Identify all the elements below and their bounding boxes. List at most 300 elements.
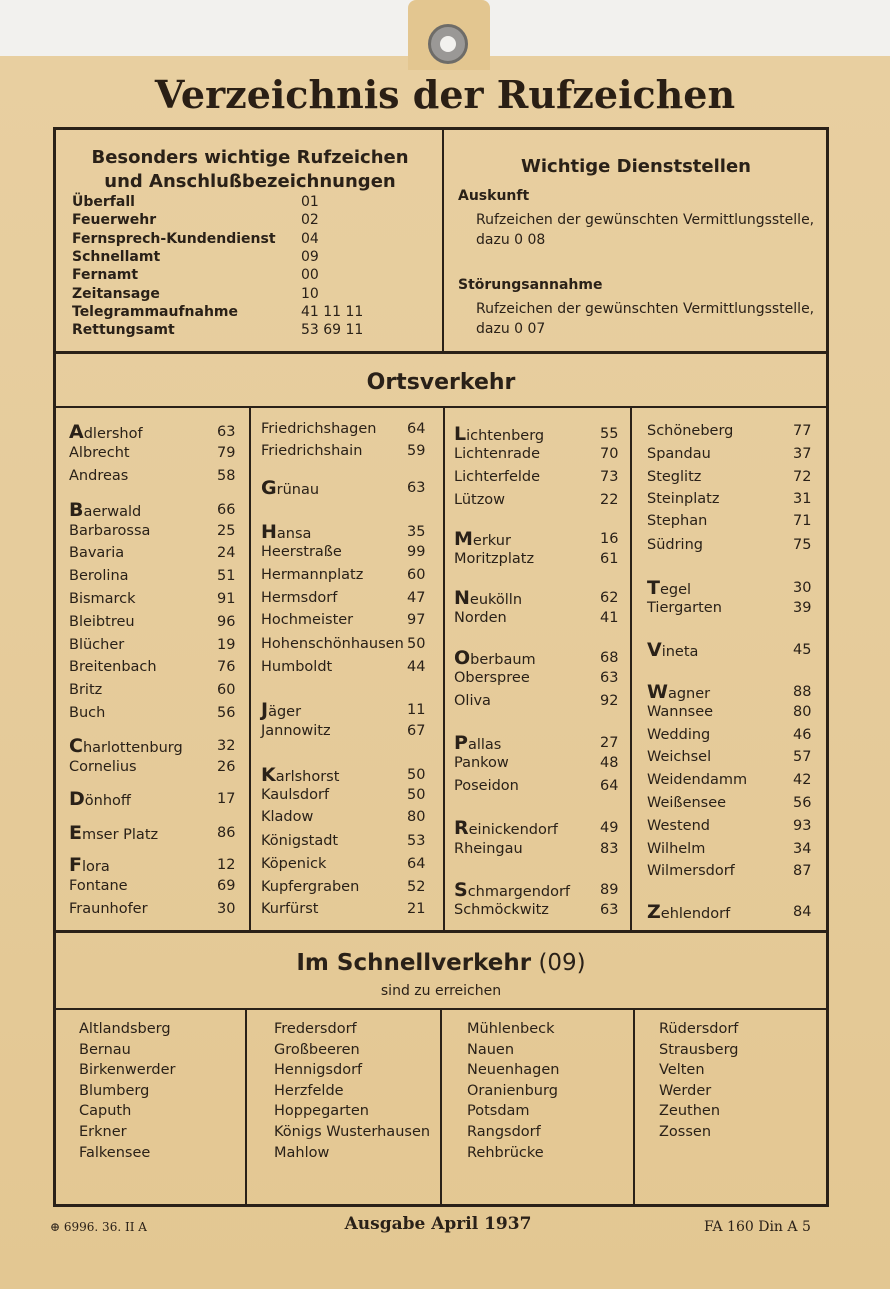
express-town: Potsdam: [467, 1103, 530, 1120]
exchange-row: [647, 491, 819, 511]
special-label: Überfall: [72, 194, 135, 210]
exchange-name: Moritzplatz: [454, 551, 535, 567]
stoerung-label: Störungsannahme: [458, 277, 603, 293]
exchange-code: 68: [600, 650, 619, 666]
exchange-name: [261, 521, 312, 543]
exchange-code: 60: [217, 682, 236, 698]
exchange-code: 26: [217, 759, 236, 775]
exchange-name: Pankow: [454, 755, 509, 771]
exchange-initial: W: [647, 681, 668, 703]
exchange-row: [647, 469, 819, 489]
exchange-code: 16: [600, 531, 619, 547]
exchange-name: [69, 788, 131, 810]
exchange-initial: P: [454, 732, 468, 754]
exchange-row: [261, 764, 433, 784]
exchange-name: Humboldt: [261, 659, 333, 675]
divider-col2: [443, 408, 445, 931]
exchange-row: [261, 590, 433, 610]
exchange-initial: S: [454, 879, 468, 901]
exchange-code: 44: [407, 659, 426, 675]
exchange-name: [454, 732, 502, 754]
exchange-initial: G: [261, 477, 277, 499]
exchange-initial: Z: [647, 901, 661, 923]
special-row: [72, 249, 372, 267]
exchange-initial: L: [454, 423, 467, 445]
exchange-row: [261, 421, 433, 441]
exchange-row: [69, 788, 243, 808]
exchange-name: Barbarossa: [69, 523, 151, 539]
exchange-row: [261, 612, 433, 632]
express-town: Bernau: [79, 1041, 131, 1058]
exchange-row: [69, 822, 243, 842]
exchange-row: [647, 513, 819, 533]
exchange-code: 63: [600, 902, 619, 918]
exchange-name: Tiergarten: [647, 600, 722, 616]
exchange-code: 80: [793, 704, 812, 720]
exchange-name: [454, 879, 571, 901]
exchange-code: 31: [793, 491, 812, 507]
exchange-name: [454, 423, 545, 445]
express-town: Birkenwerder: [79, 1062, 176, 1079]
exchange-code: 97: [407, 612, 426, 628]
schnell-subheading: sind zu erreichen: [380, 983, 502, 999]
exchange-initial: M: [454, 528, 473, 550]
exchange-row: [69, 659, 243, 679]
exchange-code: 17: [217, 791, 236, 807]
exchange-row: [647, 901, 819, 921]
exchange-code: 77: [793, 423, 812, 439]
exchange-name: Kladow: [261, 809, 314, 825]
express-town: Caputh: [79, 1103, 132, 1120]
exchange-name-rest: ineta: [661, 644, 699, 660]
exchange-code: 99: [407, 544, 426, 560]
exchange-initial: C: [69, 735, 83, 757]
exchange-code: 24: [217, 545, 236, 561]
exchange-initial: R: [454, 817, 469, 839]
exchange-code: 21: [407, 901, 426, 917]
exchange-row: [647, 577, 819, 597]
stoerung-line1: Rufzeichen der gewünschten Vermittlungsstelle,: [476, 301, 815, 317]
exchange-initial: H: [261, 521, 277, 543]
exchange-code: 56: [793, 795, 812, 811]
exchange-row: [261, 477, 433, 497]
exchange-row: [261, 787, 433, 807]
exchange-name: Spandau: [647, 446, 711, 462]
exchange-name: [454, 528, 511, 550]
exchange-name: Friedrichshain: [261, 443, 363, 459]
exchange-code: 51: [217, 568, 236, 584]
exchange-code: 88: [793, 684, 812, 700]
divider-top-vertical: [442, 130, 444, 352]
exchange-row: [69, 637, 243, 657]
exchange-code: 42: [793, 772, 812, 788]
special-value: 04: [301, 230, 319, 247]
exchange-row: [647, 863, 819, 883]
exchange-code: 48: [600, 755, 619, 771]
exchange-code: 49: [600, 820, 619, 836]
exchange-row: [261, 443, 433, 463]
exchange-row: [261, 567, 433, 587]
exchange-name: Blücher: [69, 637, 125, 653]
exchange-name: Britz: [69, 682, 103, 698]
exchange-code: 46: [793, 727, 812, 743]
special-heading-1: Besonders wichtige Rufzeichen: [91, 147, 409, 168]
exchange-row: [647, 639, 819, 659]
exchange-name: Wilhelm: [647, 841, 706, 857]
exchange-row: [261, 659, 433, 679]
exchange-name: Hermannplatz: [261, 567, 364, 583]
express-town: Hoppegarten: [274, 1103, 369, 1120]
exchange-name: [454, 587, 523, 609]
exchange-initial: V: [647, 639, 662, 661]
exchange-name: Rheingau: [454, 841, 523, 857]
exchange-row: [69, 854, 243, 874]
exchange-name: Poseidon: [454, 778, 519, 794]
exchange-code: 56: [217, 705, 236, 721]
exchange-name-rest: harlottenburg: [82, 740, 183, 756]
exchange-name: Köpenick: [261, 856, 327, 872]
exchange-name: Heerstraße: [261, 544, 342, 560]
express-town: Rangsdorf: [467, 1124, 541, 1140]
auskunft-label: Auskunft: [458, 188, 530, 204]
exchange-code: 41: [600, 610, 619, 626]
exchange-name: Fontane: [69, 878, 128, 894]
exchange-row: [454, 670, 626, 690]
exchange-code: 32: [217, 738, 236, 754]
exchange-name: Südring: [647, 537, 703, 553]
schnell-heading: Im Schnellverkehr: [296, 950, 532, 976]
divider-s-col1: [245, 1010, 247, 1204]
exchange-row: [454, 610, 626, 630]
special-row: [72, 267, 372, 285]
express-town: Zeuthen: [659, 1103, 721, 1120]
exchange-row: [69, 901, 243, 921]
exchange-initial: F: [69, 854, 82, 876]
exchange-name: Friedrichshagen: [261, 421, 377, 437]
express-town: Neuenhagen: [467, 1062, 560, 1079]
exchange-initial: A: [69, 421, 84, 443]
express-town: Falkensee: [79, 1144, 151, 1161]
exchange-row: [647, 795, 819, 815]
exchange-name: [647, 681, 711, 703]
exchange-row: [454, 778, 626, 798]
exchange-code: 39: [793, 600, 812, 616]
exchange-name-rest: lora: [81, 859, 110, 875]
exchange-row: [69, 545, 243, 565]
exchange-code: 27: [600, 735, 619, 751]
exchange-name: Weichsel: [647, 749, 712, 765]
express-town: Großbeeren: [274, 1041, 360, 1058]
exchange-name: Jannowitz: [261, 723, 331, 739]
exchange-code: 59: [407, 443, 426, 459]
divider-s-col2: [440, 1010, 442, 1204]
express-town: Oranienburg: [467, 1082, 558, 1099]
exchange-code: 75: [793, 537, 812, 553]
exchange-code: 61: [600, 551, 619, 567]
exchange-row: [454, 902, 626, 922]
exchange-name: [261, 764, 340, 786]
exchange-name: Hohenschönhausen: [261, 636, 404, 652]
exchange-name: [647, 901, 731, 923]
express-town: Zossen: [659, 1124, 712, 1140]
exchange-row: [69, 523, 243, 543]
special-label: Rettungsamt: [72, 322, 175, 339]
exchange-row: [69, 568, 243, 588]
special-label: Feuerwehr: [72, 212, 157, 229]
divider-schnellverkehr: [53, 930, 829, 933]
exchange-name-rest: einickendorf: [468, 822, 558, 838]
special-row: [72, 286, 372, 304]
exchange-name: Hermsdorf: [261, 590, 338, 606]
exchange-name: Wannsee: [647, 704, 714, 720]
exchange-name-rest: chmargendorf: [467, 884, 571, 900]
exchange-name: Norden: [454, 610, 507, 626]
exchange-initial: N: [454, 587, 470, 609]
exchange-code: 22: [600, 492, 619, 508]
exchange-row: [261, 699, 433, 719]
exchange-name: Schmöckwitz: [454, 902, 549, 918]
express-town: Königs Wusterhausen: [274, 1124, 431, 1140]
footer-print-code: 6996. 36. II A: [63, 1220, 147, 1234]
exchange-name: Berolina: [69, 568, 129, 584]
exchange-name-rest: arlshorst: [275, 769, 340, 785]
exchange-code: 91: [217, 591, 236, 607]
exchange-initial: B: [69, 499, 84, 521]
exchange-code: 55: [600, 426, 619, 442]
exchange-code: 72: [793, 469, 812, 485]
exchange-code: 73: [600, 469, 619, 485]
exchange-initial: T: [647, 577, 660, 599]
exchange-code: 84: [793, 904, 812, 920]
auskunft-line2: dazu 0 08: [476, 232, 546, 248]
exchange-initial: E: [69, 822, 82, 844]
exchange-name: Steglitz: [647, 469, 702, 485]
exchange-name: Weidendamm: [647, 772, 748, 788]
divider-top: [53, 351, 829, 354]
exchange-code: 12: [217, 857, 236, 873]
exchange-code: 11: [407, 702, 426, 718]
exchange-code: 76: [217, 659, 236, 675]
exchange-code: 69: [217, 878, 236, 894]
exchange-row: [261, 809, 433, 829]
exchange-code: 30: [793, 580, 812, 596]
exchange-row: [647, 727, 819, 747]
exchange-row: [454, 693, 626, 713]
exchange-row: [69, 421, 243, 441]
express-town: Hennigsdorf: [274, 1062, 363, 1079]
exchange-name-rest: eukölln: [469, 592, 523, 608]
exchange-row: [454, 469, 626, 489]
exchange-name-rest: erkur: [472, 533, 511, 549]
exchange-code: 50: [407, 767, 426, 783]
exchange-row: [454, 732, 626, 752]
exchange-name: Bleibtreu: [69, 614, 135, 630]
exchange-row: [454, 841, 626, 861]
exchange-name: Lichterfelde: [454, 469, 541, 485]
exchange-initial: D: [69, 788, 85, 810]
exchange-row: [69, 759, 243, 779]
exchange-name: [647, 639, 699, 661]
exchange-name-rest: önhoff: [84, 793, 131, 809]
exchange-code: 96: [217, 614, 236, 630]
exchange-name: [69, 854, 110, 876]
exchange-name: Schöneberg: [647, 423, 734, 439]
exchange-name: Westend: [647, 818, 710, 834]
special-value: 01: [301, 194, 319, 210]
exchange-name: [454, 817, 558, 839]
special-row: [72, 322, 372, 340]
exchange-code: 71: [793, 513, 812, 529]
exchange-name: [69, 735, 183, 757]
exchange-code: 64: [600, 778, 619, 794]
divider-s-col3: [633, 1010, 635, 1204]
exchange-name-rest: berbaum: [470, 652, 536, 668]
exchange-name-rest: äger: [268, 704, 302, 720]
special-label: Fernsprech-Kundendienst: [72, 230, 276, 247]
exchange-code: 70: [600, 446, 619, 462]
exchange-row: [69, 878, 243, 898]
exchange-name: Stephan: [647, 513, 708, 529]
express-town: Strausberg: [659, 1041, 739, 1058]
exchange-row: [647, 704, 819, 724]
divider-ortsverkehr: [56, 406, 826, 408]
special-value: 53 69 11: [301, 322, 364, 339]
exchange-code: 67: [407, 723, 426, 739]
express-town: Rüdersdorf: [659, 1021, 739, 1037]
exchange-row: [647, 537, 819, 557]
exchange-name: [454, 647, 536, 669]
exchange-name: Hochmeister: [261, 612, 354, 628]
special-value: 02: [301, 212, 319, 229]
exchange-name-rest: ichtenberg: [466, 428, 545, 444]
exchange-initial: O: [454, 647, 471, 669]
exchange-name: Oliva: [454, 693, 491, 709]
exchange-row: [647, 446, 819, 466]
exchange-name-rest: rünau: [276, 482, 320, 498]
exchange-name: Andreas: [69, 468, 129, 484]
exchange-row: [454, 647, 626, 667]
exchange-row: [454, 879, 626, 899]
exchange-row: [647, 423, 819, 443]
exchange-name: Buch: [69, 705, 106, 721]
divider-col3: [630, 408, 632, 931]
exchange-row: [454, 551, 626, 571]
exchange-code: 83: [600, 841, 619, 857]
express-town: Altlandsberg: [79, 1021, 171, 1037]
exchange-code: 63: [600, 670, 619, 686]
exchange-code: 45: [793, 642, 812, 658]
exchange-row: [261, 856, 433, 876]
express-town: Mühlenbeck: [467, 1021, 555, 1037]
schnell-heading-line: [56, 950, 826, 976]
exchange-name: Albrecht: [69, 445, 130, 461]
exchange-row: [69, 614, 243, 634]
exchange-name-rest: aerwald: [83, 504, 142, 520]
special-label: Schnellamt: [72, 248, 161, 265]
exchange-row: [454, 446, 626, 466]
auskunft-line1: Rufzeichen der gewünschten Vermittlungsstelle,: [476, 212, 815, 228]
exchange-row: [454, 423, 626, 443]
exchange-code: 19: [217, 637, 236, 653]
exchange-row: [647, 681, 819, 701]
exchange-row: [69, 499, 243, 519]
exchange-name: Kurfürst: [261, 901, 319, 917]
special-value: 10: [301, 285, 319, 302]
exchange-code: 30: [217, 901, 236, 917]
exchange-name: Wilmersdorf: [647, 863, 735, 879]
special-value: 09: [301, 248, 319, 265]
exchange-row: [261, 879, 433, 899]
exchange-name-rest: agner: [667, 686, 711, 702]
express-town: Velten: [659, 1062, 705, 1079]
special-label: Fernamt: [72, 267, 139, 284]
exchange-code: 58: [217, 468, 236, 484]
exchange-code: 66: [217, 502, 236, 518]
exchange-row: [69, 705, 243, 725]
special-label: Telegrammaufnahme: [72, 303, 238, 320]
exchange-row: [647, 772, 819, 792]
exchange-name: Oberspree: [454, 670, 530, 686]
stoerung-line2: dazu 0 07: [476, 321, 546, 337]
exchange-row: [454, 755, 626, 775]
exchange-code: 50: [407, 787, 426, 803]
exchange-name: [261, 477, 320, 499]
special-row: [72, 304, 372, 322]
exchange-row: [454, 528, 626, 548]
exchange-code: 93: [793, 818, 812, 834]
exchange-row: [261, 833, 433, 853]
exchange-name: [69, 499, 142, 521]
grommet-icon: [428, 24, 468, 64]
exchange-row: [647, 600, 819, 620]
exchange-name: Kaulsdorf: [261, 787, 330, 803]
schnell-code: (09): [538, 950, 586, 976]
exchange-row: [261, 521, 433, 541]
exchange-name: Bavaria: [69, 545, 125, 561]
exchange-name: [69, 421, 143, 443]
exchange-code: 50: [407, 636, 426, 652]
exchange-name: Königstadt: [261, 833, 339, 849]
exchange-name: Lützow: [454, 492, 506, 508]
express-town: Nauen: [467, 1041, 515, 1058]
exchange-name: [647, 577, 692, 599]
exchange-code: 35: [407, 524, 426, 540]
exchange-name: Wedding: [647, 727, 711, 743]
exchange-row: [454, 492, 626, 512]
exchange-name-rest: allas: [467, 737, 502, 753]
exchange-code: 80: [407, 809, 426, 825]
exchange-code: 63: [217, 424, 236, 440]
exchange-code: 52: [407, 879, 426, 895]
exchange-name-rest: mser Platz: [81, 827, 159, 843]
exchange-code: 64: [407, 421, 426, 437]
footer-edition: Ausgabe April 1937: [344, 1214, 532, 1234]
exchange-code: 79: [217, 445, 236, 461]
divider-col1: [249, 408, 251, 931]
special-row: [72, 194, 372, 212]
express-town: Werder: [659, 1082, 712, 1099]
special-label: Zeitansage: [72, 285, 160, 302]
exchange-name: Lichtenrade: [454, 446, 541, 462]
exchange-name: Cornelius: [69, 759, 137, 775]
exchange-code: 87: [793, 863, 812, 879]
exchange-row: [261, 544, 433, 564]
exchange-row: [69, 468, 243, 488]
exchange-name: Bismarck: [69, 591, 136, 607]
exchange-code: 64: [407, 856, 426, 872]
exchange-name-rest: dlershof: [83, 426, 143, 442]
exchange-row: [261, 636, 433, 656]
